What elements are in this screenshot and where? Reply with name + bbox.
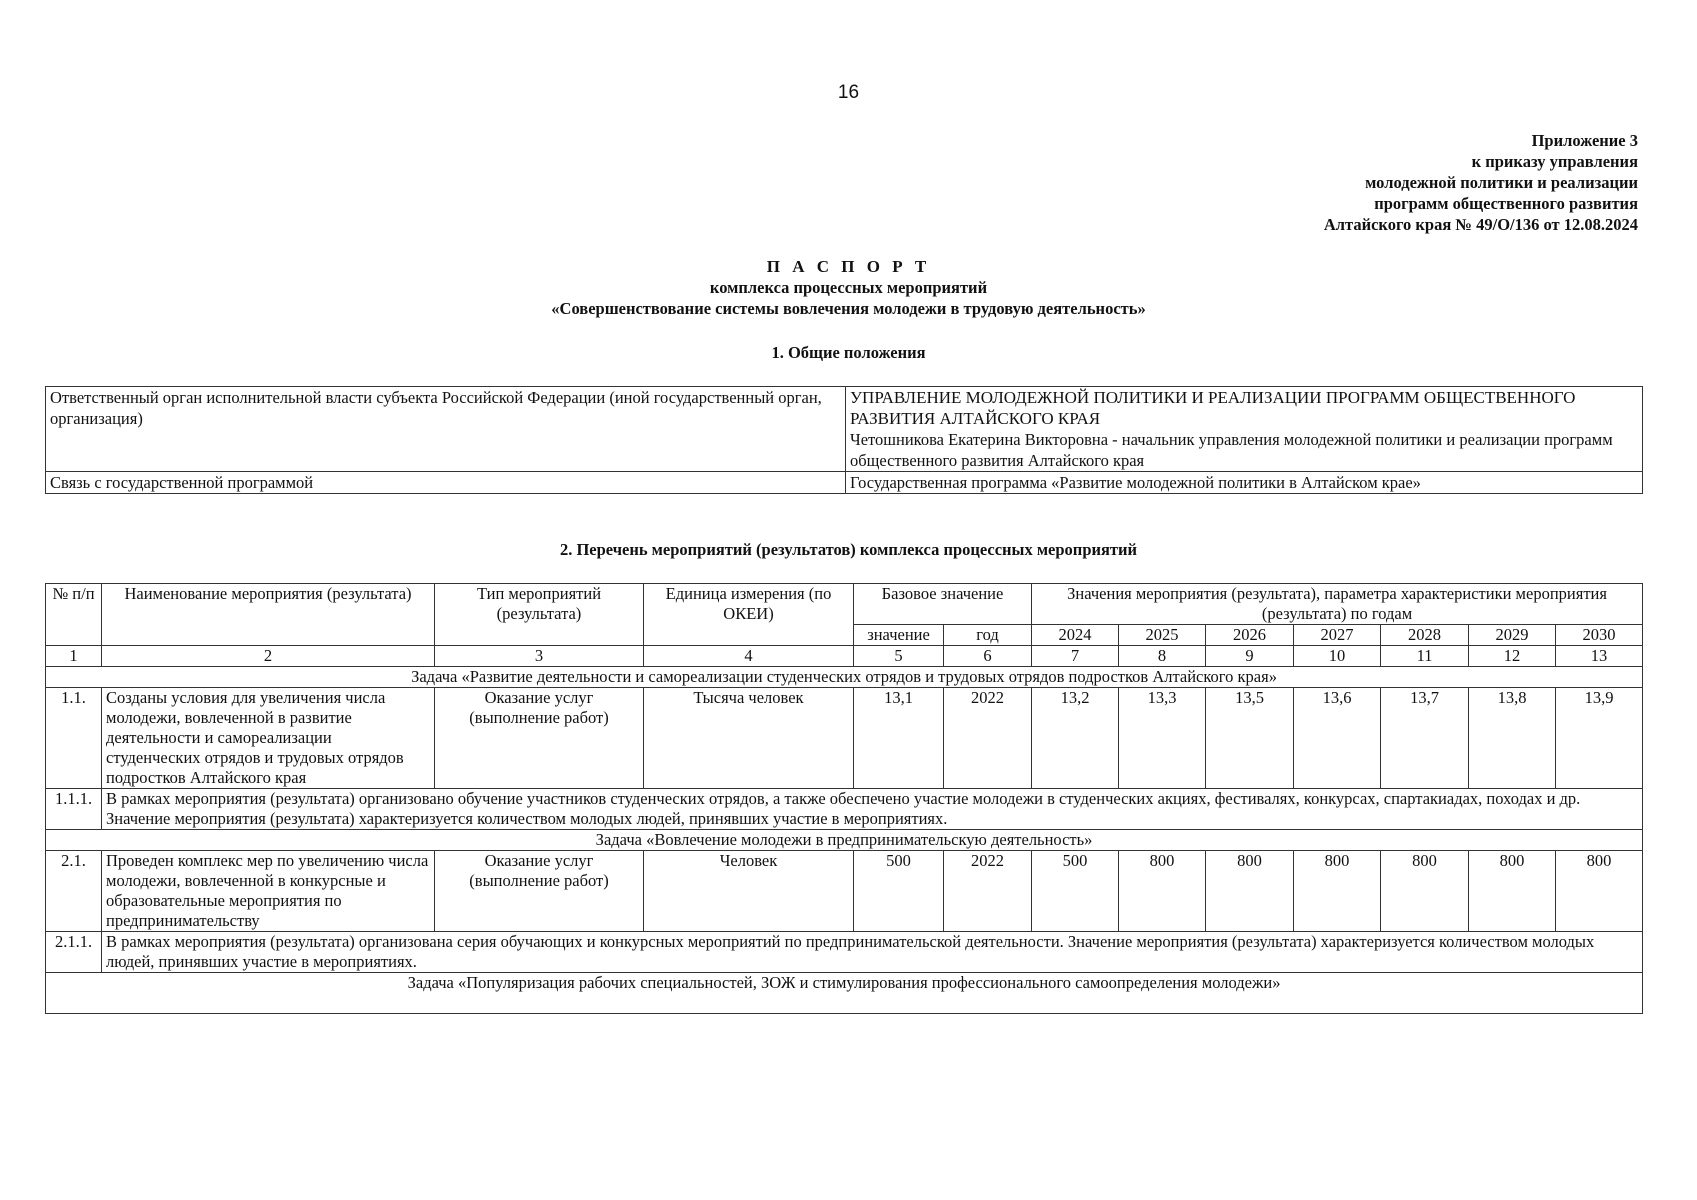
title-passport: П А С П О Р Т: [766, 257, 931, 276]
header-base: Базовое значение: [854, 584, 1032, 625]
note-text: В рамках мероприятия (результата) организовано обучение участников студенческих отрядов, а также обеспечено участие молодежи в студенческих акциях, фестивалях, конкурсах, спартакиадах, походах и др. Значение мероприятия (результата) характеризуется количеством молодых людей, принявших участие в мероприятиях.: [102, 789, 1643, 830]
col-number: 1: [46, 646, 102, 667]
appendix-note: [1324, 130, 1638, 235]
header-name: Наименование мероприятия (результата): [102, 584, 435, 646]
row-year-value: 13,8: [1469, 688, 1556, 789]
row-base-value: 500: [854, 851, 944, 932]
header-year: 2025: [1119, 625, 1206, 646]
row-type: Оказание услуг (выполнение работ): [435, 688, 644, 789]
table-row: [46, 932, 1643, 973]
row-year-value: 13,3: [1119, 688, 1206, 789]
header-row: [46, 584, 1643, 625]
col-number: 10: [1294, 646, 1381, 667]
header-year: 2030: [1556, 625, 1643, 646]
row-year-value: 800: [1556, 851, 1643, 932]
row-year-value: 800: [1119, 851, 1206, 932]
title-program-name: «Совершенствование системы вовлечения молодежи в трудовую деятельность»: [551, 299, 1146, 318]
header-year: 2029: [1469, 625, 1556, 646]
col-number: 6: [944, 646, 1032, 667]
responsible-body-name: УПРАВЛЕНИЕ МОЛОДЕЖНОЙ ПОЛИТИКИ И РЕАЛИЗАЦИИ ПРОГРАММ ОБЩЕСТВЕННОГО РАЗВИТИЯ АЛТАЙСКОГО КРАЯ: [850, 388, 1576, 428]
row-name: Созданы условия для увеличения числа молодежи, вовлеченной в развитие деятельности и самореализации студенческих отрядов и трудовых отрядов подростков Алтайского края: [102, 688, 435, 789]
table-row: [46, 387, 1643, 472]
section1-title: 1. Общие положения: [771, 343, 926, 362]
document-title: [0, 256, 1697, 319]
col-number: 3: [435, 646, 644, 667]
general-info-table: [45, 386, 1643, 494]
header-type: Тип мероприятий (результата): [435, 584, 644, 646]
row-unit: Человек: [644, 851, 854, 932]
col-number: 7: [1032, 646, 1119, 667]
row-year-value: 13,2: [1032, 688, 1119, 789]
row-num: 2.1.: [46, 851, 102, 932]
header-num: № п/п: [46, 584, 102, 646]
task-row: [46, 830, 1643, 851]
row-year-value: 13,9: [1556, 688, 1643, 789]
title-subtitle: комплекса процессных мероприятий: [709, 278, 988, 297]
row-year-value: 13,5: [1206, 688, 1294, 789]
appendix-line: молодежной политики и реализации: [1365, 173, 1638, 192]
col-number: 12: [1469, 646, 1556, 667]
col-number: 13: [1556, 646, 1643, 667]
column-numbers-row: [46, 646, 1643, 667]
row-year-value: 800: [1206, 851, 1294, 932]
row-name: Проведен комплекс мер по увеличению числа молодежи, вовлеченной в конкурсные и образовательные мероприятия по предпринимательству: [102, 851, 435, 932]
row-num: 1.1.: [46, 688, 102, 789]
responsible-body-label: Ответственный орган исполнительной власти субъекта Российской Федерации (иной государственный орган, организация): [46, 387, 846, 472]
col-number: 4: [644, 646, 854, 667]
appendix-line: к приказу управления: [1471, 152, 1638, 171]
header-unit: Единица измерения (по ОКЕИ): [644, 584, 854, 646]
page-number: 16: [837, 82, 860, 103]
task-title: Задача «Популяризация рабочих специальностей, ЗОЖ и стимулирования профессионального самоопределения молодежи»: [46, 973, 1643, 1014]
row-year-value: 13,7: [1381, 688, 1469, 789]
appendix-line: программ общественного развития: [1374, 194, 1638, 213]
row-base-year: 2022: [944, 688, 1032, 789]
header-year: 2027: [1294, 625, 1381, 646]
row-type: Оказание услуг (выполнение работ): [435, 851, 644, 932]
table-row: [46, 472, 1643, 494]
col-number: 8: [1119, 646, 1206, 667]
row-year-value: 800: [1381, 851, 1469, 932]
appendix-line: Приложение 3: [1531, 131, 1638, 150]
row-unit: Тысяча человек: [644, 688, 854, 789]
row-year-value: 800: [1294, 851, 1381, 932]
row-year-value: 500: [1032, 851, 1119, 932]
task-row: [46, 973, 1643, 1014]
responsible-person: Четошникова Екатерина Викторовна - начальник управления молодежной политики и реализации программ общественного развития Алтайского края: [850, 430, 1613, 470]
task-row: [46, 667, 1643, 688]
col-number: 9: [1206, 646, 1294, 667]
note-num: 2.1.1.: [46, 932, 102, 973]
col-number: 11: [1381, 646, 1469, 667]
table-row: [46, 789, 1643, 830]
row-base-value: 13,1: [854, 688, 944, 789]
note-text: В рамках мероприятия (результата) организована серия обучающих и конкурсных мероприятий по предпринимательской деятельности. Значение мероприятия (результата) характеризуется количеством молодых людей, принявших участие в мероприятиях.: [102, 932, 1643, 973]
header-base-value: значение: [854, 625, 944, 646]
activities-table: [45, 583, 1643, 1014]
task-title: Задача «Вовлечение молодежи в предпринимательскую деятельность»: [46, 830, 1643, 851]
header-year: 2024: [1032, 625, 1119, 646]
section2-title: 2. Перечень мероприятий (результатов) комплекса процессных мероприятий: [559, 540, 1138, 559]
row-year-value: 13,6: [1294, 688, 1381, 789]
row-year-value: 800: [1469, 851, 1556, 932]
appendix-line: Алтайского края № 49/О/136 от 12.08.2024: [1323, 215, 1638, 234]
note-num: 1.1.1.: [46, 789, 102, 830]
header-years-group: Значения мероприятия (результата), параметра характеристики мероприятия (результата) по годам: [1032, 584, 1643, 625]
header-base-year: год: [944, 625, 1032, 646]
row-base-year: 2022: [944, 851, 1032, 932]
program-link-value: Государственная программа «Развитие молодежной политики в Алтайском крае»: [846, 472, 1643, 494]
table-row: [46, 851, 1643, 932]
program-link-label: Связь с государственной программой: [46, 472, 846, 494]
header-year: 2028: [1381, 625, 1469, 646]
responsible-body-value: [846, 387, 1643, 472]
col-number: 5: [854, 646, 944, 667]
table-row: [46, 688, 1643, 789]
task-title: Задача «Развитие деятельности и самореализации студенческих отрядов и трудовых отрядов подростков Алтайского края»: [46, 667, 1643, 688]
col-number: 2: [102, 646, 435, 667]
header-year: 2026: [1206, 625, 1294, 646]
